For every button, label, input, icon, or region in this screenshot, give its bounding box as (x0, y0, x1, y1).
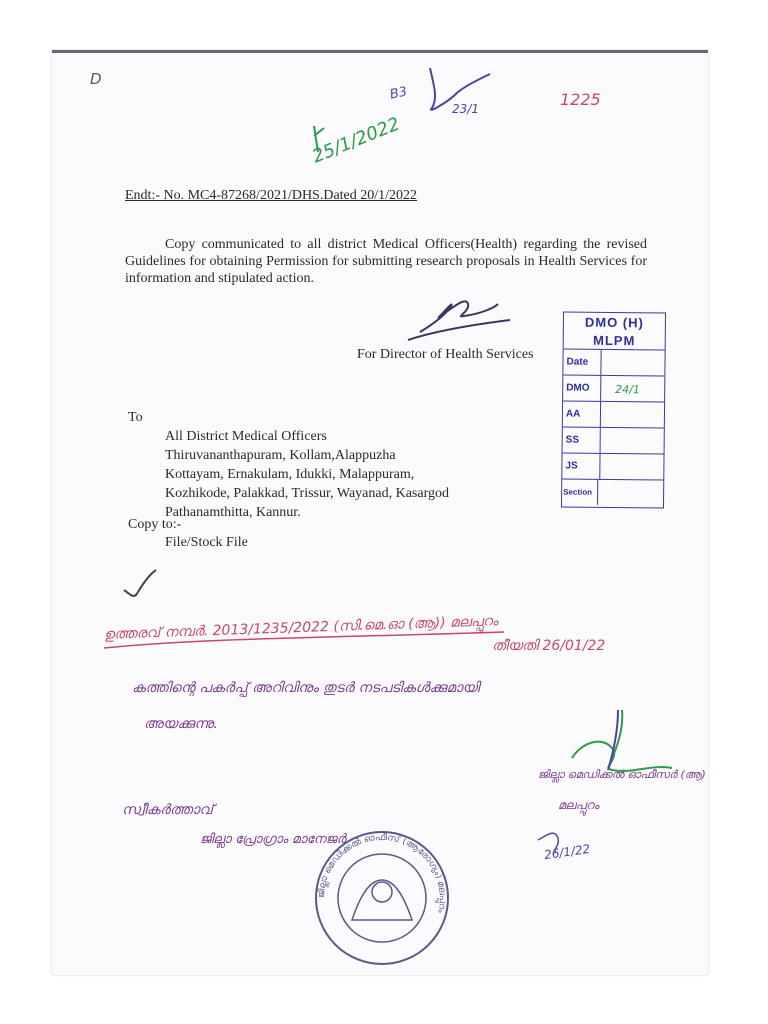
stamp-label: SS (563, 427, 601, 452)
addressee-line: Kozhikode, Palakkad, Trissur, Wayanad, Kasargod (165, 486, 449, 501)
short-note: B3 (388, 84, 409, 103)
endorsement-line: കത്തിന്റെ പകർപ്പ് അറിവിനും തുടർ നടപടികൾക്കുമായി (132, 680, 480, 696)
corner-mark: D (90, 70, 102, 88)
signatory-line: For Director of Health Services (357, 347, 534, 362)
addressee-line: Thiruvananthapuram, Kollam,Alappuzha (165, 448, 396, 463)
reference-line: Endt:- No. MC4-87268/2021/DHS.Dated 20/1/2022 (125, 188, 418, 203)
stamp-title: DMO (H) (584, 314, 644, 331)
signer-place: മലപ്പുറം (558, 798, 600, 812)
to-label: To (128, 410, 143, 425)
inward-number: 1225 (560, 90, 601, 109)
document-page (52, 50, 708, 975)
stamp-label: Section (562, 479, 598, 504)
received-date-note: 25/1/2022 (309, 113, 403, 168)
stamp-label: DMO (563, 375, 601, 400)
order-date-line: തീയതി 26/01/22 (492, 638, 606, 654)
order-number-line: ഉത്തരവ് നമ്പർ. 2013/1235/2022 (സി.മെ.ഓ (ആ)) മലപ്പുറം (103, 613, 499, 643)
recipient-name: ജില്ലാ പ്രോഗ്രാം മാനേജർ (200, 832, 346, 847)
stamp-label: AA (563, 401, 601, 426)
stamp-subtitle: MLPM (593, 332, 636, 349)
addressee-line: Kottayam, Ernakulam, Idukki, Malappuram, (165, 467, 415, 482)
stamp-label: Date (563, 349, 601, 374)
seal-text-layer (52, 50, 708, 975)
seal-text: ജില്ലാ മെഡിക്കൽ ഓഫീസ് (ആരോഗ്യം) മലപ്പുറം (316, 832, 448, 914)
addressee-line: Pathanamthitta, Kannur. (165, 505, 301, 520)
bottom-date-note: 26/1/22 (543, 841, 592, 863)
recipient-label: സ്വീകർത്താവ് (122, 802, 213, 818)
stamp-label: JS (562, 453, 600, 478)
addressee-line: All District Medical Officers (165, 429, 327, 444)
body-paragraph: Copy communicated to all district Medical Officers(Health) regarding the revised Guidelines for obtaining Permission for submitting research proposals in Health Services for information and stipulated action. (125, 237, 647, 286)
copy-to-label: Copy to:- (128, 517, 182, 532)
copy-to-item: File/Stock File (165, 535, 248, 550)
short-date-note: 23/1 (452, 102, 479, 116)
stamp-dmo-note: 24/1 (615, 383, 640, 397)
signer-title: ജില്ലാ മെഡിക്കൽ ഓഫീസർ (ആ) (538, 768, 706, 781)
endorsement-line-end: അയക്കുന്നു. (144, 716, 218, 732)
